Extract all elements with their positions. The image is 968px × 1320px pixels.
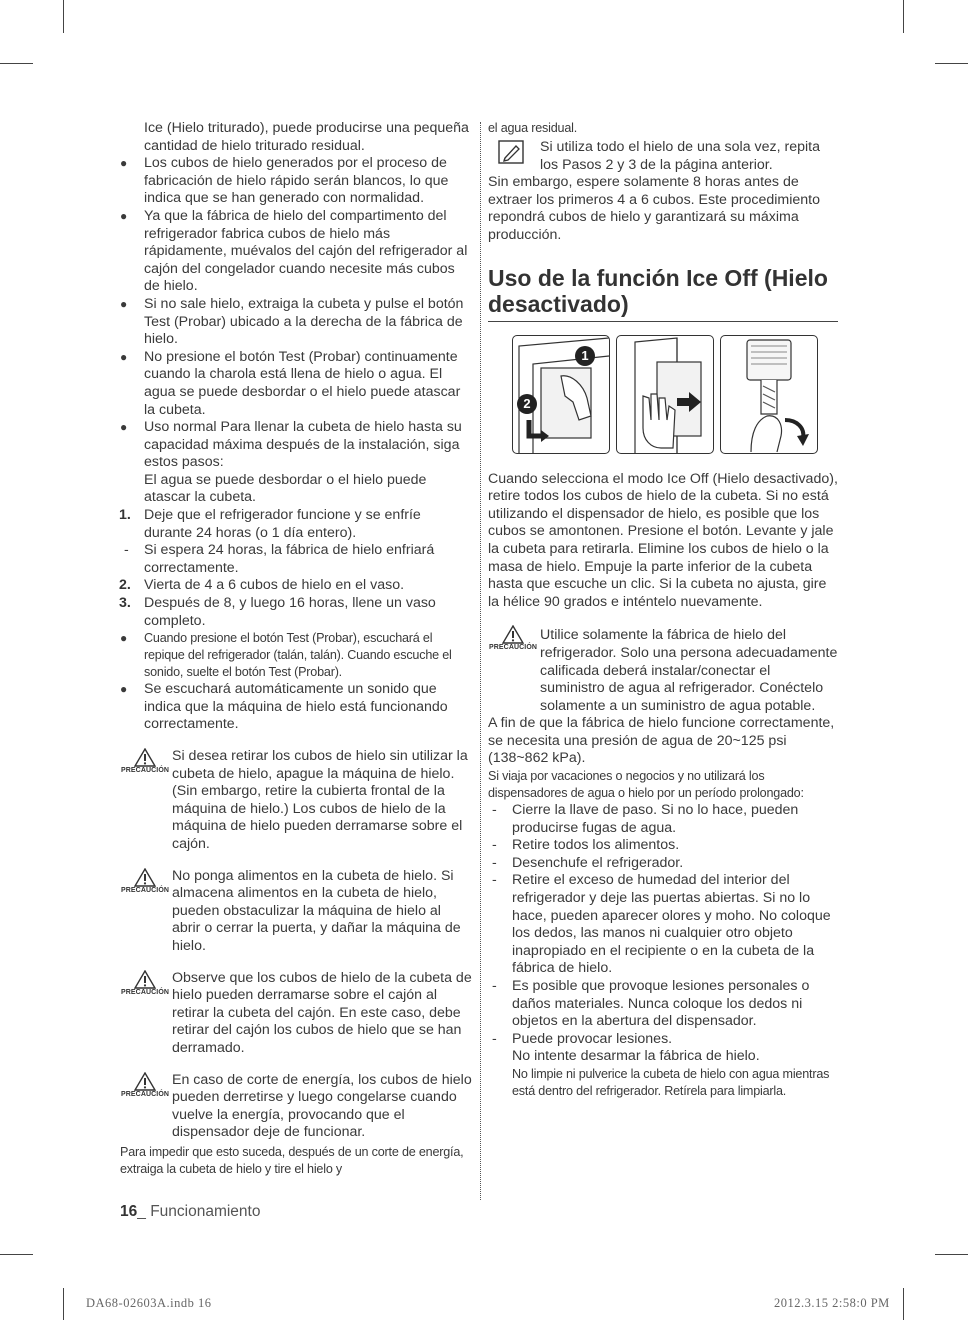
crop-mark	[903, 1288, 904, 1320]
caution-block	[120, 970, 472, 1058]
bullet-icon: ●	[120, 682, 128, 697]
step-badge-icon: 1	[575, 346, 595, 366]
dash-item: - Cierre la llave de paso. Si no lo hace, pueden producirse fugas de agua.	[492, 802, 799, 836]
column-divider	[480, 122, 481, 1200]
illustration-push-bucket	[616, 335, 714, 454]
footer-section: Funcionamiento	[150, 1203, 261, 1220]
dash-marker: -	[492, 978, 497, 994]
caution-label: PRECAUCIÓN	[120, 1090, 170, 1098]
step-item: 1. Deje que el refrigerador funcione y se enfríe durante 24 horas (o 1 día entero).	[119, 507, 421, 541]
dash-marker: -	[492, 1030, 497, 1047]
footer-separator: _	[137, 1203, 151, 1220]
final-instruction-small: No limpie ni pulverice la cubeta de hielo con agua mientras está dentro del refrigerador. Retírela para limpiarla.	[512, 1066, 830, 1098]
bullet-icon: ●	[120, 208, 128, 223]
closing-paragraph: Para impedir que esto suceda, después de un corte de energía, extraiga la cubeta de hielo y tire el hielo y	[120, 1144, 464, 1176]
crop-mark	[935, 1254, 968, 1255]
dash-item: - Retire todos los alimentos.	[492, 837, 680, 854]
caution-text: En caso de corte de energía, los cubos de hielo pueden derretirse y luego congelarse cuando vuelve la energía, provocando que el dispensador deje de funcionar.	[172, 1071, 472, 1141]
illustration-remove-bucket	[512, 335, 610, 454]
step-item: 2. Vierta de 4 a 6 cubos de hielo en el vaso.	[119, 577, 405, 594]
crop-mark	[903, 0, 904, 33]
vacation-paragraph: Si viaja por vacaciones o negocios y no utilizará los dispensadores de agua o hielo por un período prolongado:	[488, 769, 804, 801]
page-footer	[120, 1203, 260, 1221]
bullet-icon: ●	[120, 631, 128, 646]
step-item: 3. Después de 8, y luego 16 horas, llene un vaso completo.	[119, 595, 436, 629]
caution-icon	[120, 748, 170, 775]
caution-block	[120, 748, 472, 854]
dash-marker: -	[124, 542, 129, 559]
caution-icon	[488, 625, 538, 652]
bullet-item: ● Uso normal Para llenar la cubeta de hielo hasta su capacidad máxima después de la instalación, siga estos pasos:	[120, 419, 462, 471]
caution-icon	[120, 868, 170, 895]
dash-item: - Es posible que provoque lesiones personales o daños materiales. Nunca coloque los dedos ni objetos en la abertura del dispensador.	[492, 978, 810, 1030]
caution-icon	[120, 1072, 170, 1099]
note-block	[488, 139, 838, 174]
caution-text: No ponga alimentos en la cubeta de hielo. Si almacena alimentos en la cubeta de hielo, pueden obstaculizar la máquina de hielo al abrir o cerrar la puerta, y dañar la máquina de hielo.	[172, 867, 461, 954]
continued-paragraph: el agua residual.	[488, 121, 578, 135]
bullet-icon: ●	[120, 296, 128, 311]
step-number: 2.	[119, 577, 131, 594]
caution-block	[120, 868, 472, 956]
caution-text: Observe que los cubos de hielo de la cubeta de hielo pueden derramarse sobre el cajón al retirar la cubeta del cajón. En este caso, debe retirar del cajón los cubos de hielo que se han derramado.	[172, 969, 472, 1056]
water-pressure-paragraph: A fin de que la fábrica de hielo funcione correctamente, se necesita una presión de agua de 20~125 psi (138~862 kPa).	[488, 715, 835, 767]
left-column	[120, 120, 472, 1178]
note-pencil-icon	[498, 140, 524, 170]
illustration-row	[488, 335, 838, 455]
overflow-note: El agua se puede desbordar o el hielo puede atascar la cubeta.	[144, 471, 427, 506]
bullet-icon: ●	[120, 420, 128, 435]
dash-item: - Retire el exceso de humedad del interior del refrigerador y deje las puertas abiertas. Si no lo hace, pueden aparecer olores y moho. No coloque los dedos, las manos ni cualquier otro objeto inapropiado en el recipiente o en la cubeta de la fábrica de hielo.	[492, 872, 831, 977]
note-text: Si utiliza todo el hielo de una sola vez, repita los Pasos 2 y 3 de la página anterior.	[540, 139, 820, 173]
caution-label: PRECAUCIÓN	[120, 988, 170, 996]
note-followup: Sin embargo, espere solamente 8 horas antes de extraer los primeros 4 a 6 cubos. Este procedimiento repondrá cubos de hielo y garantizará su máxima producción.	[488, 174, 820, 243]
crop-mark	[0, 1254, 33, 1255]
bullet-item: ● Cuando presione el botón Test (Probar), escuchará el repique del refrigerador (talán, talán). Cuando escuche el sonido, suelte el botón Test (Probar).	[120, 631, 452, 680]
dash-marker: -	[492, 872, 497, 889]
step-number: 3.	[119, 595, 131, 612]
caution-text: Si desea retirar los cubos de hielo sin utilizar la cubeta de hielo, apague la máquina de hielo. (Sin embargo, retire la cubierta frontal de la máquina de hielo.) Los cubos de hielo de la máquina de hielo pueden derramarse sobre el cajón.	[172, 748, 468, 852]
print-slug-file: DA68-02603A.indb 16	[86, 1296, 212, 1310]
crop-mark	[63, 0, 64, 33]
caution-label: PRECAUCIÓN	[488, 644, 538, 652]
crop-mark	[63, 1288, 64, 1320]
bullet-item: ● Se escuchará automáticamente un sonido que indica que la máquina de hielo está funcionando correctamente.	[120, 681, 448, 733]
caution-text: Utilice solamente la fábrica de hielo del refrigerador. Solo una persona adecuadamente calificada deberá instalar/conectar el suministro de agua al refrigerador. Conéctelo solamente a un suministro de agua potable.	[540, 627, 838, 714]
heading-rule	[488, 321, 838, 322]
bullet-item: ● Si no sale hielo, extraiga la cubeta y pulse el botón Test (Probar) ubicado a la derecha de la fábrica de hielo.	[120, 295, 464, 348]
caution-icon	[120, 970, 170, 997]
print-slug-date: 2012.3.15 2:58:0 PM	[774, 1296, 890, 1310]
page-number: 16	[120, 1203, 138, 1220]
illustration-rotate-auger	[720, 335, 818, 454]
bullet-item: ● No presione el botón Test (Probar) continuamente cuando la charola está llena de hielo o agua. El agua se puede desbordar o el hielo puede atascar la cubeta.	[120, 348, 461, 418]
dash-marker: -	[492, 802, 497, 819]
bullet-icon: ●	[120, 156, 128, 171]
bullet-icon: ●	[120, 349, 128, 364]
dash-item: - Desenchufe el refrigerador.	[492, 854, 684, 871]
caution-label: PRECAUCIÓN	[120, 886, 170, 894]
right-column	[488, 120, 838, 1100]
ice-off-instructions: Cuando selecciona el modo Ice Off (Hielo desactivado), retire todos los cubos de hielo de la cubeta. Si no está utilizando el dispensador de hielo, es posible que los cubos se amontonen. Presione el botón. Levante y jale la cubeta para retirarla. Elimine los cubos de hielo o la masa de hielo. Empuje la parte inferior de la cubeta hasta que escuche un clic. Si la cubeta no ajusta, gire la hélice 90 grados e inténtelo nuevamente.	[488, 470, 838, 610]
caution-block	[120, 1072, 472, 1142]
dash-marker: -	[492, 837, 497, 854]
dash-item: - Si espera 24 horas, la fábrica de hielo enfriará correctamente.	[124, 542, 435, 576]
crop-mark	[0, 63, 33, 64]
crop-mark	[935, 63, 968, 64]
dash-item: - Puede provocar lesiones.	[492, 1030, 673, 1047]
section-heading: Uso de la función Ice Off (Hielo desactivado)	[488, 264, 828, 317]
dash-marker: -	[492, 854, 497, 871]
final-instruction: No intente desarmar la fábrica de hielo.	[512, 1048, 760, 1065]
step-badge-icon: 2	[517, 394, 537, 414]
bullet-item: ● Los cubos de hielo generados por el proceso de fabricación de hielo rápido serán blancos, lo que indica que se han generado con normalidad.	[120, 155, 449, 207]
step-number: 1.	[119, 507, 131, 524]
caution-label: PRECAUCIÓN	[120, 767, 170, 774]
continued-paragraph: Ice (Hielo triturado), puede producirse una pequeña cantidad de hielo triturado residual.	[144, 120, 469, 154]
caution-block	[488, 627, 838, 715]
bullet-item: ● Ya que la fábrica de hielo del compartimento del refrigerador fabrica cubos de hielo más rápidamente, muévalos del cajón del refrigerador al cajón del congelador cuando necesite más cubos de hielo.	[120, 207, 468, 295]
